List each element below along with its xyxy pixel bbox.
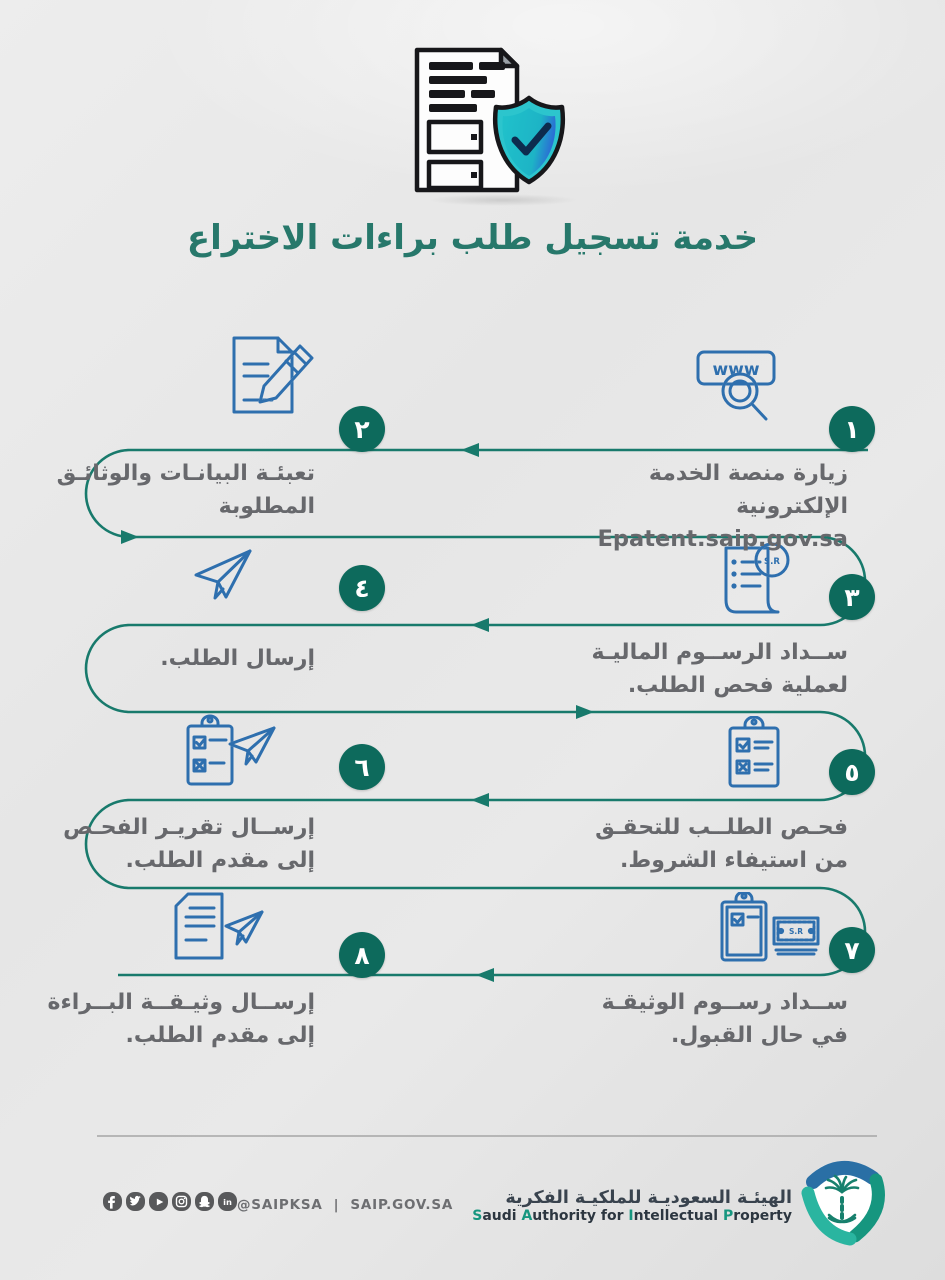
step-3-number-badge: ٣ bbox=[829, 574, 875, 620]
snapchat-icon[interactable] bbox=[195, 1192, 214, 1211]
step-4-number-badge: ٤ bbox=[339, 565, 385, 611]
website-url[interactable]: SAIP.GOV.SA bbox=[350, 1197, 454, 1213]
org-name-en: Saudi Authority for Intellectual Property bbox=[472, 1208, 792, 1224]
svg-text:S.R: S.R bbox=[788, 927, 804, 936]
step-4-label: إرسال الطلب. bbox=[160, 646, 315, 671]
org-name-arabic: الهيئـة السعوديـة للملكيـة الفكرية bbox=[505, 1188, 792, 1208]
instagram-icon[interactable] bbox=[172, 1192, 191, 1211]
step-1-number-badge: ١ bbox=[829, 406, 875, 452]
step-2-label: تعبئـة البيانـات والوثائـق المطلوبة bbox=[56, 461, 315, 519]
document-send-icon bbox=[170, 890, 268, 962]
page-title: خدمة تسجيل طلب براءات الاختراع bbox=[186, 218, 759, 258]
step-8-label: إرســال وثيـقــة البــراءة إلى مقدم الطلب. bbox=[47, 990, 315, 1048]
social-handle-line bbox=[237, 1197, 453, 1213]
clipboard-money-icon bbox=[718, 892, 824, 964]
step-6-label: إرســال تقريـر الفحـص إلى مقدم الطلب. bbox=[63, 815, 315, 873]
handle-separator: | bbox=[333, 1197, 340, 1213]
social-handle[interactable]: @SAIPKSA bbox=[237, 1197, 323, 1213]
step-1-label: زيارة منصة الخدمة الإلكترونية Epatent.saip.gov.sa bbox=[538, 457, 848, 556]
step-2-number-badge: ٢ bbox=[339, 406, 385, 452]
youtube-icon[interactable] bbox=[149, 1192, 168, 1211]
social-icons-row bbox=[103, 1192, 237, 1211]
svg-text:in: in bbox=[223, 1196, 232, 1207]
twitter-icon[interactable] bbox=[126, 1192, 145, 1211]
document-pencil-icon bbox=[220, 332, 320, 424]
step-8-number-badge: ٨ bbox=[339, 932, 385, 978]
arrow-left-7 bbox=[476, 968, 494, 982]
footer-divider bbox=[97, 1135, 877, 1137]
svg-text:S.R: S.R bbox=[764, 557, 780, 567]
step-5-number-badge: ٥ bbox=[829, 749, 875, 795]
clipboard-send-icon bbox=[180, 712, 278, 792]
facebook-icon[interactable] bbox=[103, 1192, 122, 1211]
step-6-number-badge: ٦ bbox=[339, 744, 385, 790]
arrow-left-5 bbox=[471, 793, 489, 807]
arrow-right-2 bbox=[121, 530, 139, 544]
linkedin-icon[interactable] bbox=[218, 1192, 237, 1211]
paper-plane-icon bbox=[190, 545, 256, 605]
saip-logo-mark bbox=[793, 1148, 893, 1250]
step-3-label: ســداد الرســوم الماليـة لعملية فحص الطلب. bbox=[591, 640, 848, 698]
arrow-left-1 bbox=[461, 443, 479, 457]
step-7-label: ســداد رســوم الوثيقـة في حال القبول. bbox=[601, 990, 848, 1048]
arrow-right-4 bbox=[576, 705, 594, 719]
clipboard-check-icon bbox=[724, 716, 784, 790]
svg-text:www: www bbox=[712, 360, 760, 380]
arrow-left-3 bbox=[471, 618, 489, 632]
www-search-icon bbox=[694, 344, 782, 432]
document-shield-check-icon bbox=[405, 42, 585, 202]
step-1-url[interactable]: Epatent.saip.gov.sa bbox=[597, 526, 848, 552]
step-7-number-badge: ٧ bbox=[829, 927, 875, 973]
step-5-label: فحـص الطلــب للتحقـق من استيفاء الشروط. bbox=[595, 815, 848, 873]
